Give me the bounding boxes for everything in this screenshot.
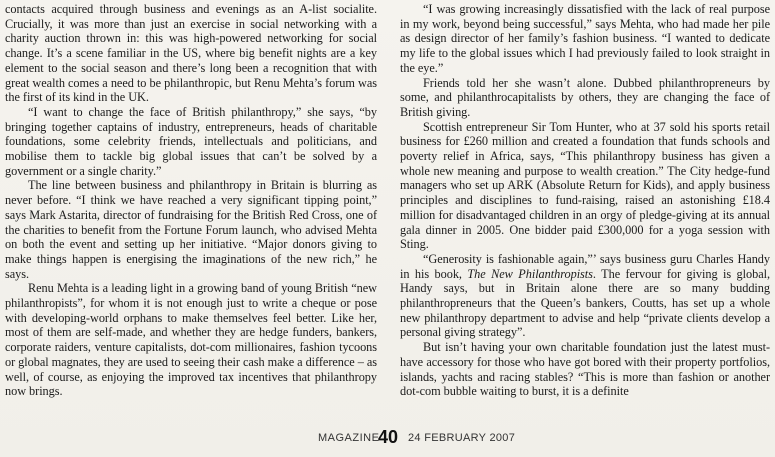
- issue-date: 24 FEBRUARY 2007: [408, 432, 516, 444]
- book-title: The New Philanthropists: [467, 266, 593, 281]
- page-number: 40: [378, 427, 399, 447]
- left-column: [5, 2, 377, 399]
- paragraph: Friends told her she wasn’t alone. Dubbed philanthropreneurs by some, and philanthrocapitalists by others, they are changing the face of British giving.: [400, 75, 770, 119]
- paragraph-text: . The fervour for giving is global, Handy says, but in Britain alone there are so many budding philanthropreneurs that the Queen’s bankers, Coutts, has set up a whole new philanthropy department to advise and help “private clients develop a personal giving strategy”.: [400, 266, 770, 340]
- page-footer: [0, 428, 775, 448]
- magazine-label: MAGAZINE: [318, 432, 380, 444]
- paragraph: “I want to change the face of British philanthropy,” she says, “by bringing together captains of industry, entrepreneurs, heads of charitable foundations, some celebrity friends, intellectuals and politicians, and mobilise them to tackle big global issues that can’t be solved by a government or a single charity.”: [5, 104, 377, 178]
- paragraph: Renu Mehta is a leading light in a growing band of young British “new philanthropists”, for whom it is not enough just to write a cheque or pose with developing-world orphans to make themselves feel better. Like her, most of them are self-made, and whether they are hedge funders, bankers, corporate raiders, venture capitalists, dot-com millionaires, fashion tycoons or global magnates, they are used to seeing their cash make a difference – as well, of course, as enjoying the improved tax incentives that philanthropy now brings.: [5, 281, 377, 399]
- paragraph: But isn’t having your own charitable foundation just the latest must-have accessory for those who have got bored with their property portfolios, islands, yachts and racing stables? “This is more than fashion or another dot-com bubble waiting to burst, it is a definite: [400, 340, 770, 399]
- paragraph: The line between business and philanthropy in Britain is blurring as never before. “I think we have reached a very significant tipping point,” says Mark Astarita, director of fundraising for the British Red Cross, one of the charities to benefit from the Fortune Forum launch, who advised Mehta on both the event and setting up her initiative. “Major donors giving to make things happen is energising the imaginations of the new rich,” he says.: [5, 178, 377, 281]
- paragraph-text: “Generosity is fashionable again,”’ says business guru Charles Handy in his book,: [400, 251, 770, 281]
- right-column: [400, 2, 770, 399]
- paragraph: contacts acquired through business and evenings as an A-list socialite. Crucially, it was more than just an exercise in social networking with a charity auction thrown in: this was high-powered networking for social change. It’s a scene familiar in the US, where big benefit nights are a key element to the social season and there’s long been a recognition that with great wealth comes a need to be philanthropic, but Renu Mehta’s forum was the first of its kind in the UK.: [5, 2, 377, 105]
- paragraph: [400, 252, 770, 340]
- paragraph: “I was growing increasingly dissatisfied with the lack of real purpose in my work, beyond being successful,” says Mehta, who had made her pile as design director of her family’s fashion business. “I wanted to dedicate my life to the global issues which I had previously failed to look straight in the eye.”: [400, 2, 770, 75]
- paragraph: Scottish entrepreneur Sir Tom Hunter, who at 37 sold his sports retail business for £260 million and created a foundation that funds schools and poverty relief in Africa, says, “This philanthropy business has given a whole new meaning and purpose to wealth creation.” The City hedge-fund managers who set up ARK (Absolute Return for Kids), and apply business principles and disciplines to fund-raising, raised an astonishing £18.4 million for disadvantaged children in an orgy of pledge-giving at its annual gala dinner in 2005. One bidder paid £300,000 for a yoga session with Sting.: [400, 119, 770, 252]
